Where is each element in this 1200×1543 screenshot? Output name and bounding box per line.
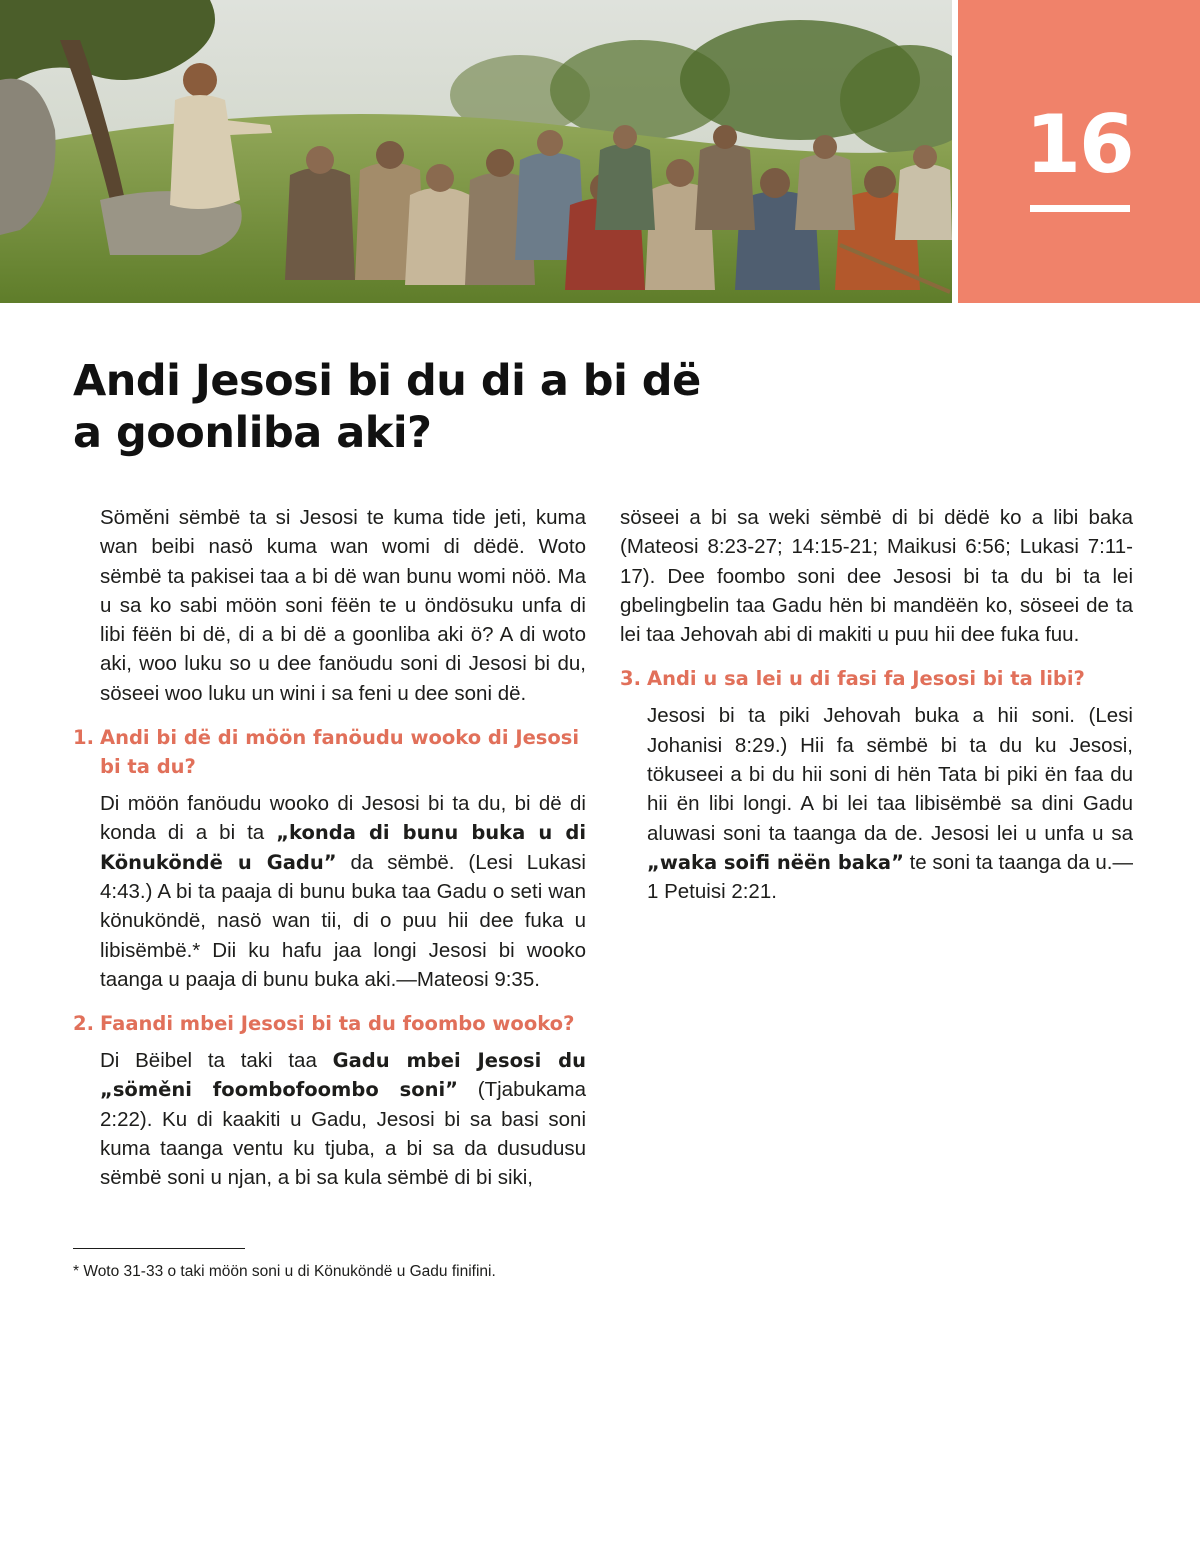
question-number: 3. [620, 667, 641, 691]
footnote-divider [73, 1248, 245, 1249]
question-text: Faandi mbei Jesosi bi ta du foombo wooko? [100, 1012, 575, 1036]
question-heading-3 [620, 664, 1133, 693]
answer-emphasis: „konda di bunu buka u di Könuköndë u Gadu” [100, 821, 586, 874]
hero-illustration [0, 0, 952, 303]
left-column [73, 503, 586, 1193]
question-number: 2. [73, 1012, 94, 1036]
question-heading-2 [73, 1009, 586, 1038]
lesson-title-line-1: Andi Jesosi bi du di a bi dë [73, 356, 701, 406]
answer-paragraph-2-continued: söseei a bi sa weki sëmbë di bi dëdë ko a libi baka (Mateosi 8:23-27; 14:15-21; Maikusi 6:56; Lukasi 7:11-17). Dee foombo soni dee Jesosi bi ta du bi ta lei gbelingbelin taa Gadu hën bi mandëën ko, söseei de ta lei taa Jehovah abi di makiti u puu hii dee fuka fuu. [620, 506, 1133, 647]
answer-paragraph-2 [73, 1046, 586, 1192]
question-text: Andi bi dë di möön fanöudu wooko di Jesosi bi ta du? [100, 726, 580, 779]
lesson-title-line-2: a goonliba aki? [73, 408, 432, 458]
answer-text: Di Bëibel ta taki taa [100, 1049, 333, 1073]
answer-paragraph-3 [620, 701, 1133, 906]
answer-text: Di möön fanöudu wooko di Jesosi bi ta du, bi dë di konda di a bi ta [100, 792, 586, 845]
question-heading-1 [73, 723, 586, 781]
footnote: * Woto 31-33 o taki möön soni u di Könuköndë u Gadu finifini. [73, 1263, 496, 1280]
answer-emphasis: „waka soifi nëën baka” [647, 850, 904, 874]
lesson-number-badge [958, 0, 1200, 303]
answer-text: (Tjabukama 2:22). Ku di kaakiti u Gadu, Jesosi bi sa basi soni kuma taanga ventu ku tjuba, a bi sa da dusudusu sëmbë soni u njan, a bi sa kula sëmbë di bi siki, [100, 1078, 587, 1190]
answer-text: te soni ta taanga da u.—1 Petuisi 2:21. [647, 850, 1133, 904]
question-number: 1. [73, 726, 94, 750]
lesson-number: 16 [1025, 98, 1133, 191]
intro-paragraph: Söměni sëmbë ta si Jesosi te kuma tide jeti, kuma wan beibi nasö kuma wan womi di dëdë. Woto sëmbë ta pakisei taa a bi dë wan bunu womi nöö. Ma u sa ko sabi möön soni fëën te u öndösuku unfa di libi fëën bi dë, di a bi dë a goonliba aki ö? A di woto aki, woo luku so u dee fanöudu soni di Jesosi bi du, söseei woo luku un wini i sa feni u dee soni dë. [100, 506, 586, 705]
answer-paragraph-1 [73, 789, 586, 994]
answer-text: Jesosi bi ta piki Jehovah buka a hii soni. (Lesi Johanisi 8:29.) Hii fa sëmbë bi ta du ku Jesosi, tökuseei a bi du hii soni di hën Tata bi piki ën faa du hii ën libi longi. A bi lei taa libisëmbë sa dini Gadu aluwasi soni ta taanga da de. Jesosi lei u unfa u sa [647, 704, 1133, 845]
lesson-title [73, 355, 833, 459]
answer-emphasis: Gadu mbei Jesosi du „söměni foombofoombo soni” [100, 1049, 586, 1102]
answer-text: da sëmbë. (Lesi Lukasi 4:43.) A bi ta paaja di bunu buka taa Gadu o seti wan könuköndë, nasö wan tii, di o puu hii dee fuka u libisëmbë.* Dii ku hafu jaa longi Jesosi bi wooko taanga u paaja di bunu buka aki.—Mateosi 9:35. [100, 850, 586, 991]
question-text: Andi u sa lei u di fasi fa Jesosi bi ta libi? [647, 667, 1085, 691]
right-column [620, 503, 1133, 907]
sermon-scene-image [0, 0, 952, 303]
badge-underline [1030, 205, 1130, 212]
